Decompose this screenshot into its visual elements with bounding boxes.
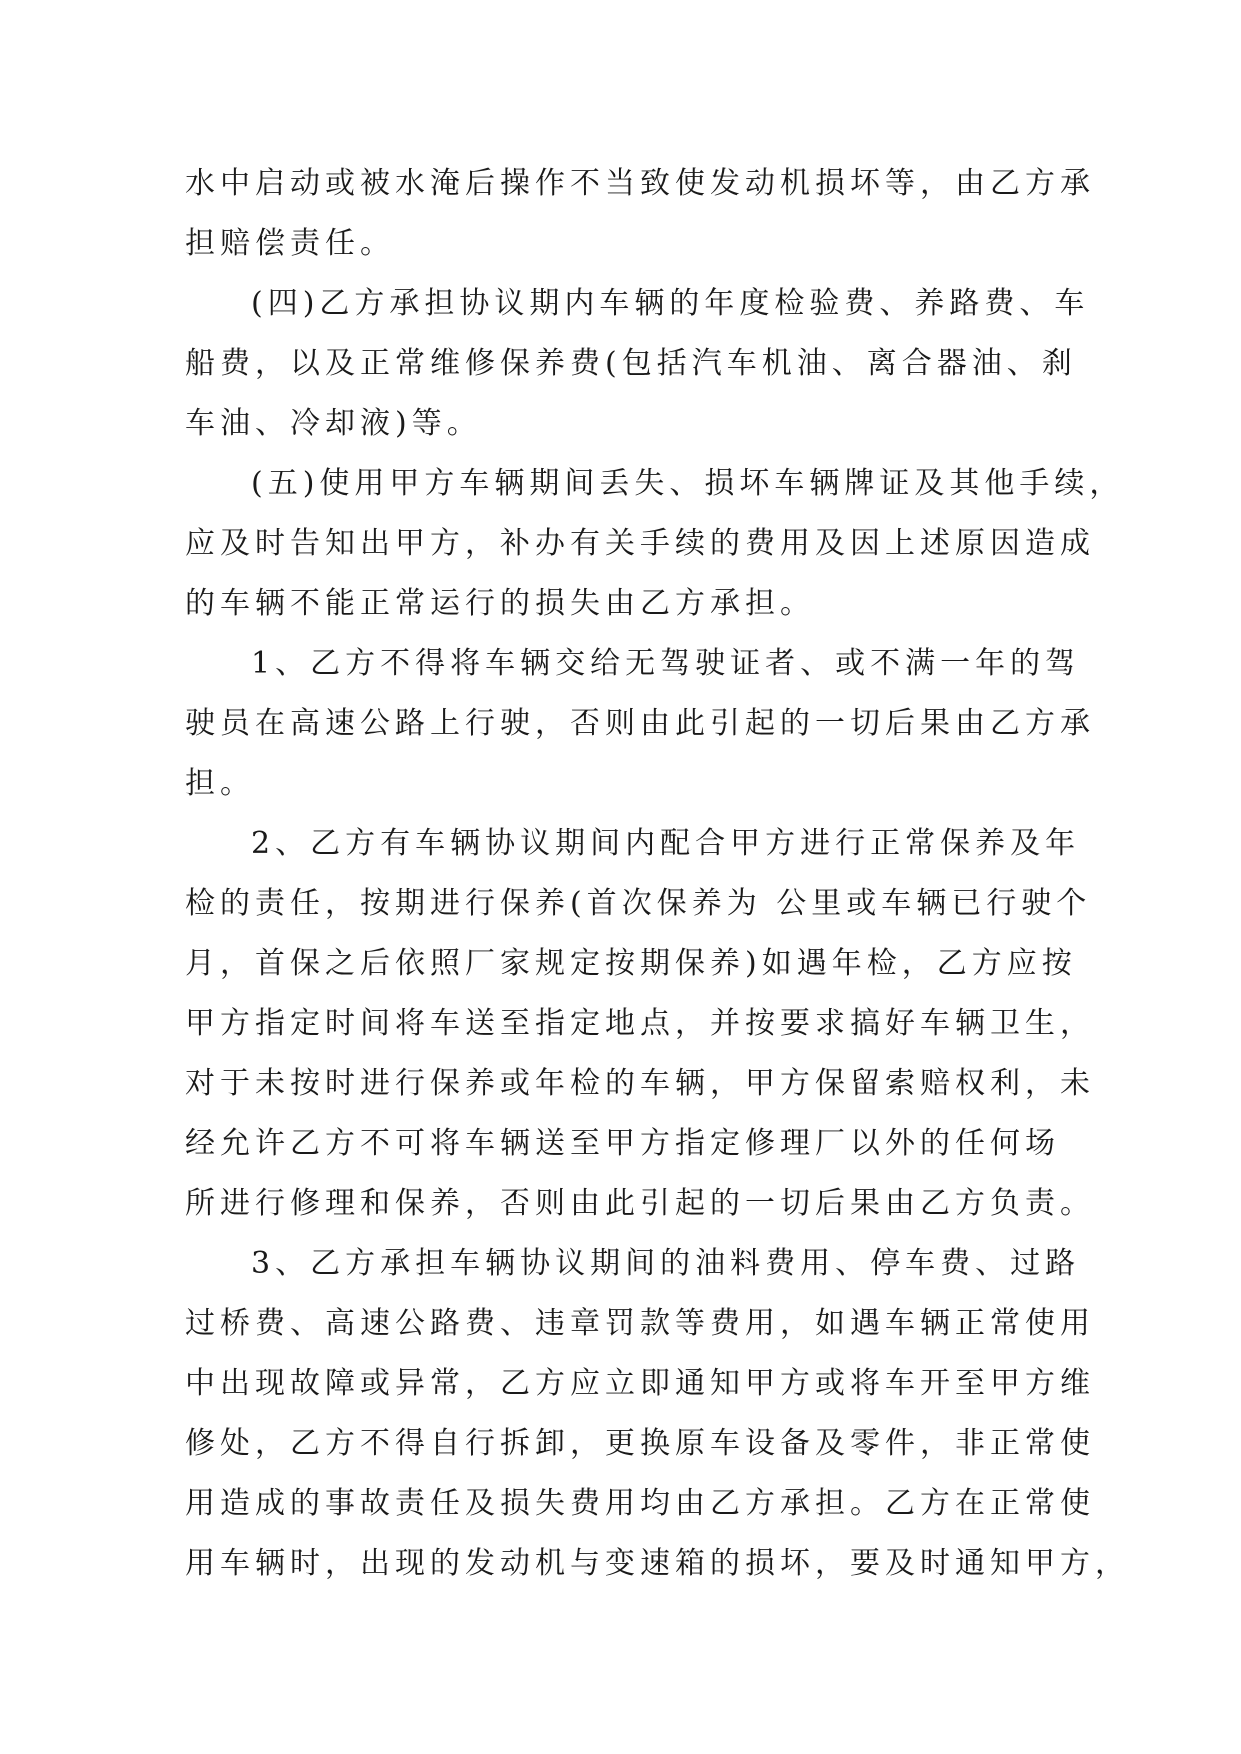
text-line: 经允许乙方不可将车辆送至甲方指定修理厂以外的任何场 xyxy=(185,1126,1060,1161)
text-line: 用造成的事故责任及损失费用均由乙方承担。乙方在正常使 xyxy=(185,1486,1095,1521)
text-line: (五)使用甲方车辆期间丢失、损坏车辆牌证及其他手续， xyxy=(251,466,1125,501)
text-line: 驶员在高速公路上行驶，否则由此引起的一切后果由乙方承 xyxy=(185,706,1095,741)
text-line: 车油、冷却液)等。 xyxy=(185,406,482,441)
text-line: 的车辆不能正常运行的损失由乙方承担。 xyxy=(185,586,815,621)
text-line: 用车辆时，出现的发动机与变速箱的损坏，要及时通知甲方， xyxy=(185,1546,1130,1581)
text-line: 中出现故障或异常，乙方应立即通知甲方或将车开至甲方维 xyxy=(185,1366,1095,1401)
text-line: 所进行修理和保养，否则由此引起的一切后果由乙方负责。 xyxy=(185,1186,1095,1221)
text-line: 甲方指定时间将车送至指定地点，并按要求搞好车辆卫生， xyxy=(185,1006,1095,1041)
document-body xyxy=(185,154,1130,1594)
text-line: 水中启动或被水淹后操作不当致使发动机损坏等，由乙方承 xyxy=(185,166,1095,201)
text-line: 担赔偿责任。 xyxy=(185,226,395,261)
text-line: 3、乙方承担车辆协议期间的油料费用、停车费、过路 xyxy=(251,1246,1081,1281)
text-line: 2、乙方有车辆协议期间内配合甲方进行正常保养及年 xyxy=(251,826,1081,861)
text-line: 1、乙方不得将车辆交给无驾驶证者、或不满一年的驾 xyxy=(251,646,1081,681)
text-line: (四)乙方承担协议期内车辆的年度检验费、养路费、车 xyxy=(251,286,1090,321)
text-line: 检的责任，按期进行保养(首次保养为 公里或车辆已行驶个 xyxy=(185,886,1092,921)
text-line: 月，首保之后依照厂家规定按期保养)如遇年检，乙方应按 xyxy=(185,946,1077,981)
text-line: 船费，以及正常维修保养费(包括汽车机油、离合器油、刹 xyxy=(185,346,1077,381)
text-line: 应及时告知出甲方，补办有关手续的费用及因上述原因造成 xyxy=(185,526,1095,561)
text-line: 担。 xyxy=(185,766,255,801)
text-line: 修处，乙方不得自行拆卸，更换原车设备及零件，非正常使 xyxy=(185,1426,1095,1461)
text-line: 对于未按时进行保养或年检的车辆，甲方保留索赔权利，未 xyxy=(185,1066,1095,1101)
text-line: 过桥费、高速公路费、违章罚款等费用，如遇车辆正常使用 xyxy=(185,1306,1095,1341)
